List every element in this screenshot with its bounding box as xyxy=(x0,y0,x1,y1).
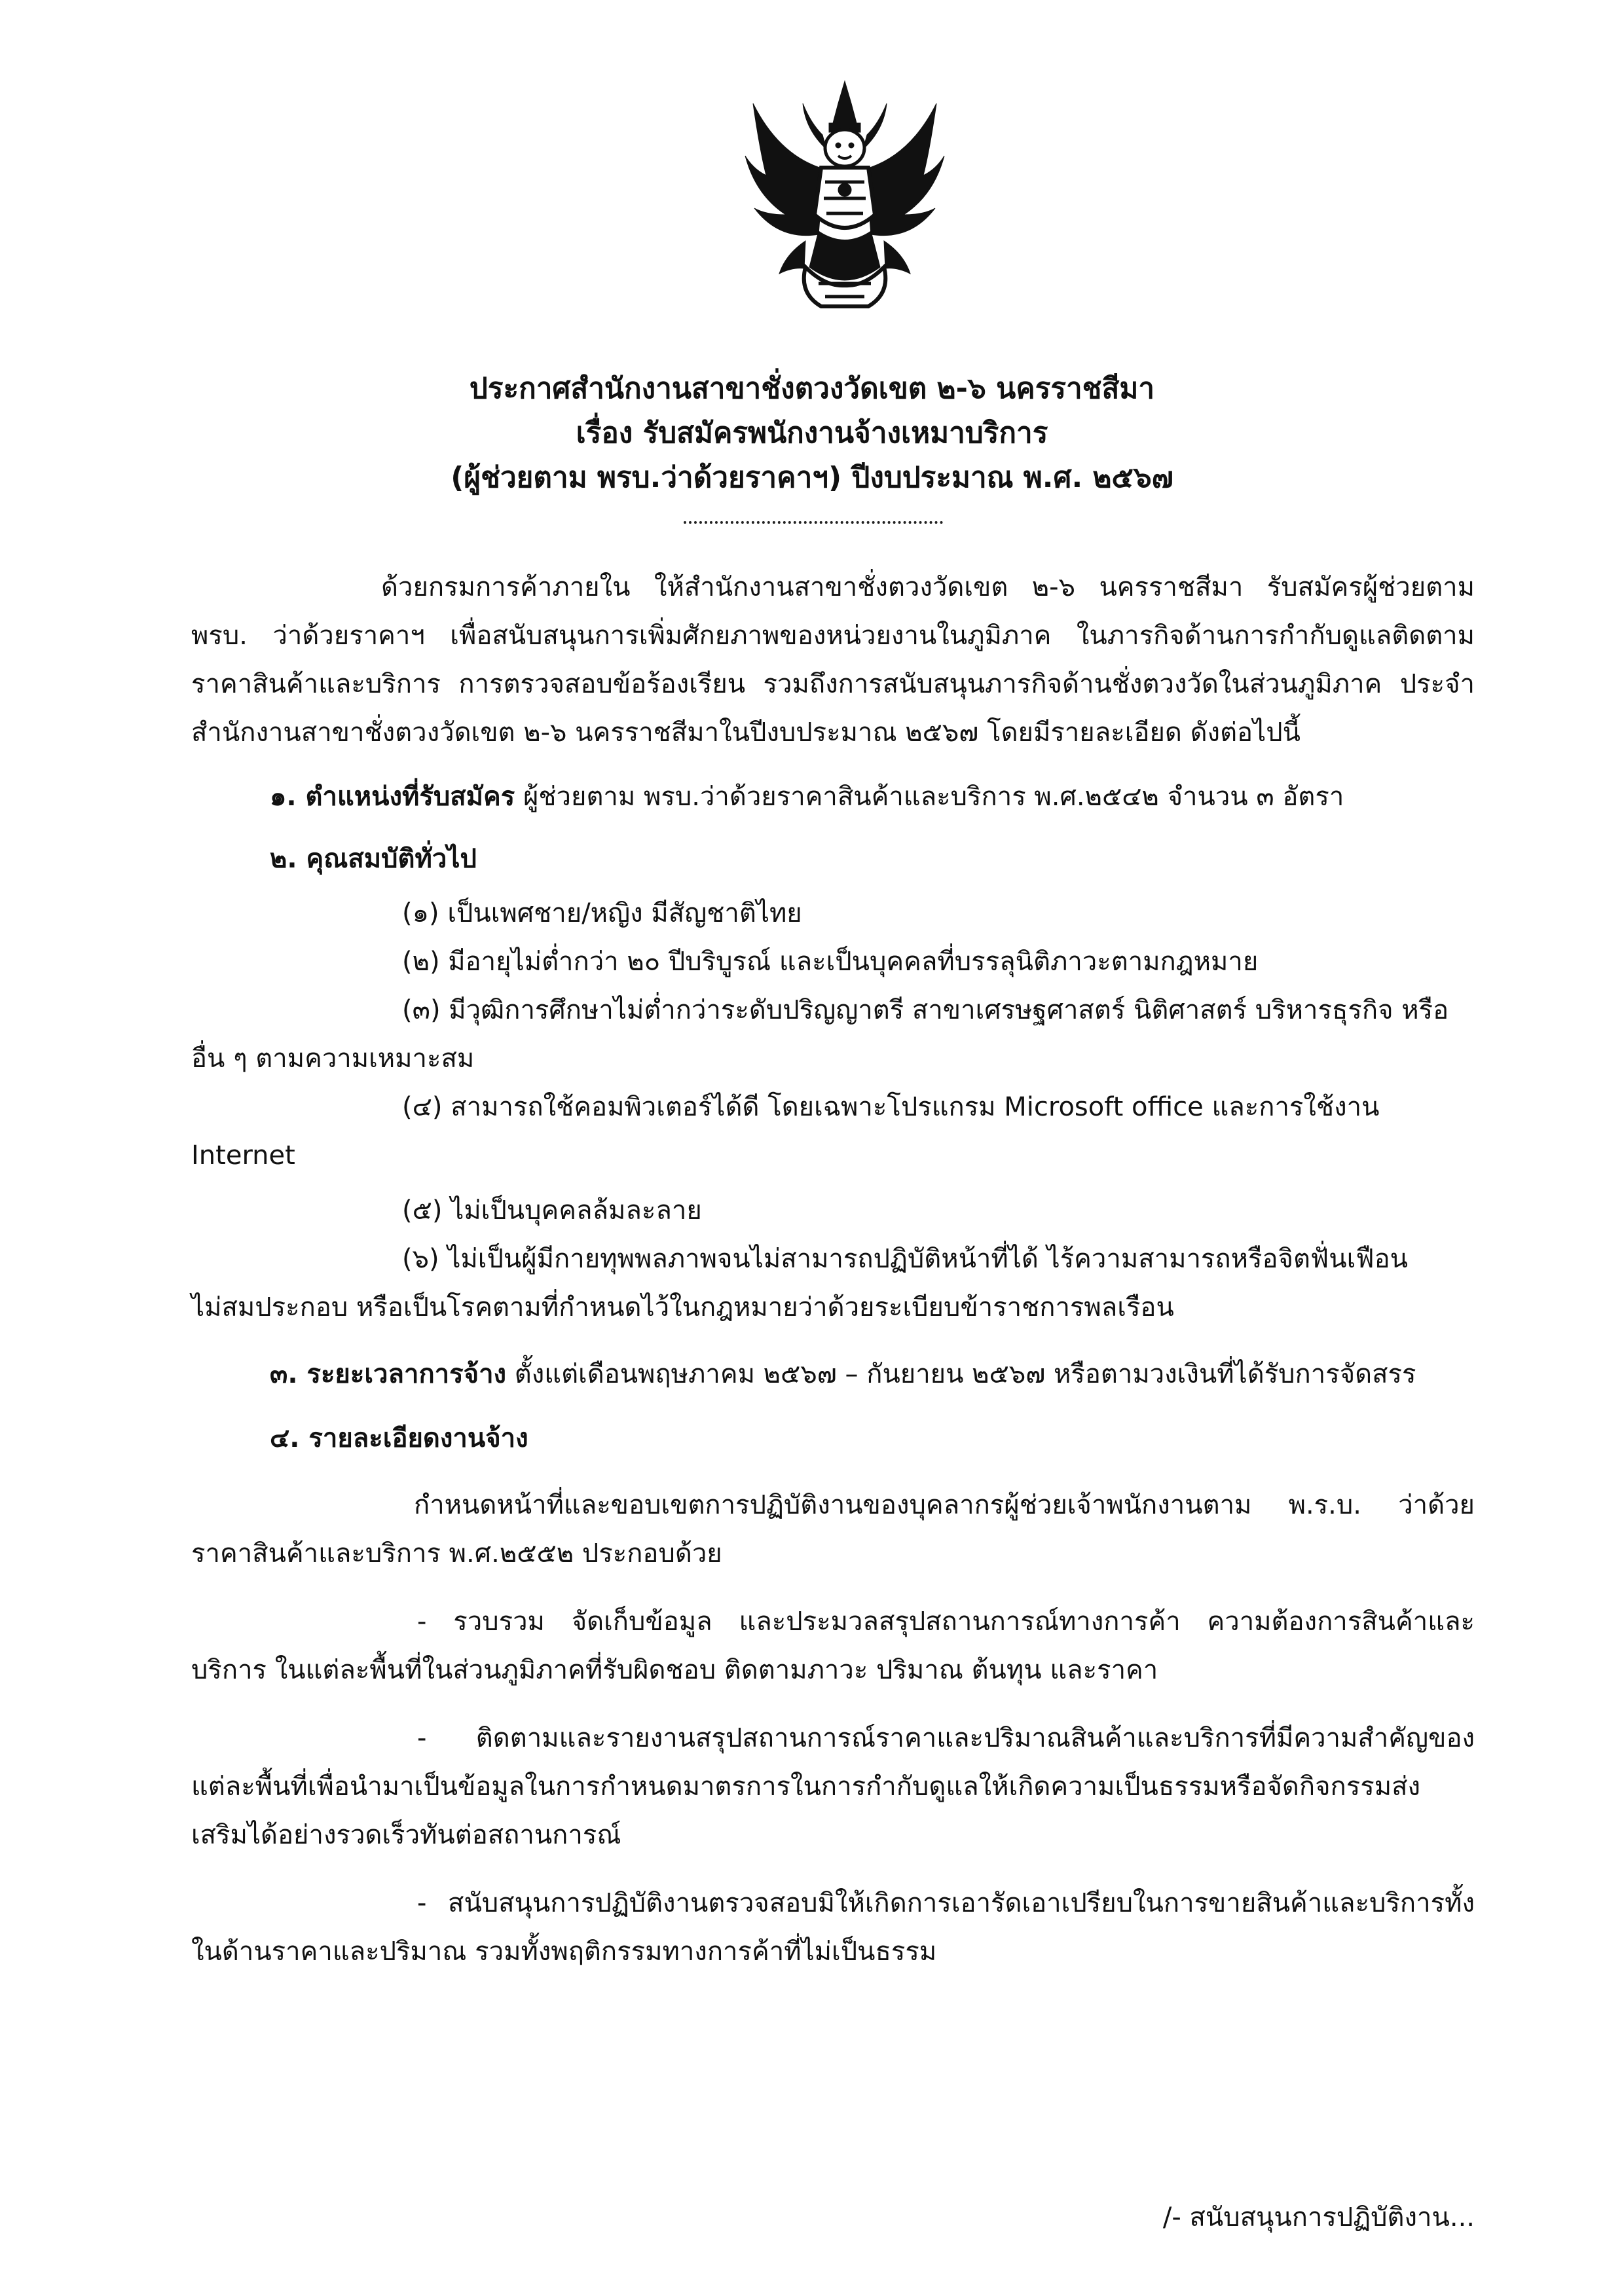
qualification-item: (๑) เป็นเพศชาย/หญิง มีสัญชาติไทย xyxy=(402,898,802,928)
qualification-item: (๖) ไม่เป็นผู้มีกายทุพพลภาพจนไม่สามารถปฏิบัติหน้าที่ได้ ไร้ความสามารถหรือจิตฟั่นเฟือน xyxy=(402,1244,1408,1274)
qualification-item: (๒) มีอายุไม่ต่ำกว่า ๒๐ ปีบริบูรณ์ และเป็นบุคคลที่บรรลุนิติภาวะตามกฎหมาย xyxy=(402,947,1259,977)
title-line-2: เรื่อง รับสมัครพนักงานจ้างเหมาบริการ xyxy=(576,416,1048,450)
section-1-text: ผู้ช่วยตาม พรบ.ว่าด้วยราคาสินค้าและบริการ พ.ศ.๒๕๔๒ จำนวน ๓ อัตรา xyxy=(515,782,1344,812)
section-3-heading: ๓. ระยะเวลาการจ้าง xyxy=(270,1359,507,1389)
duty-item: - รวบรวม จัดเก็บข้อมูล และประมวลสรุปสถานการณ์ทางการค้า ความต้องการสินค้าและบริการ ในแต่ละพื้นที่ในส่วนภูมิภาคที่รับผิดชอบ ติดตามภาวะ ปริมาณ ต้นทุน และราคา xyxy=(191,1607,1475,1685)
title-divider xyxy=(684,517,943,524)
section-1 xyxy=(270,773,1344,821)
section-1-heading: ๑. ตำแหน่งที่รับสมัคร xyxy=(270,782,515,812)
section-4-heading xyxy=(270,1414,528,1463)
garuda-emblem-icon xyxy=(740,77,950,313)
qualification-item-continued: Internet xyxy=(191,1140,295,1171)
qualification-item-continued: ไม่สมประกอบ หรือเป็นโรคตามที่กำหนดไว้ในกฎหมายว่าด้วยระเบียบข้าราชการพลเรือน xyxy=(191,1292,1174,1322)
intro-paragraph: ด้วยกรมการค้าภายใน ให้สำนักงานสาขาชั่งตวงวัดเขต ๒-๖ นครราชสีมา รับสมัครผู้ช่วยตาม พรบ. ว่าด้วยราคาฯ เพื่อสนับสนุนการเพิ่มศักยภาพของหน่วยงานในภูมิภาค ในภารกิจด้านการกำกับดูแลติดตามราคาสินค้าและบริการ การตรวจสอบข้อร้องเรียน รวมถึงการสนับสนุนภารกิจด้านชั่งตวงวัดในส่วนภูมิภาค ประจำสำนักงานสาขาชั่งตวงวัดเขต ๒-๖ นครราชสีมาในปีงบประมาณ ๒๕๖๗ โดยมีรายละเอียด ดังต่อไปนี้ xyxy=(191,572,1475,748)
qualification-item: (๕) ไม่เป็นบุคคลล้มละลาย xyxy=(402,1195,702,1226)
qualification-item-continued: อื่น ๆ ตามความเหมาะสม xyxy=(191,1044,475,1074)
announcement-title xyxy=(0,367,1624,500)
section-3-text: ตั้งแต่เดือนพฤษภาคม ๒๕๖๗ – กันยายน ๒๕๖๗ หรือตามวงเงินที่ได้รับการจัดสรร xyxy=(506,1359,1416,1389)
section-2-heading xyxy=(270,835,477,883)
section-4-heading-text: ๔. รายละเอียดงานจ้าง xyxy=(270,1423,528,1453)
section-3 xyxy=(270,1350,1416,1398)
section-4-lead: กำหนดหน้าที่และขอบเขตการปฏิบัติงานของบุคลากรผู้ช่วยเจ้าพนักงานตาม พ.ร.บ. ว่าด้วยราคาสินค้าและบริการ พ.ศ.๒๕๕๒ ประกอบด้วย xyxy=(191,1490,1475,1569)
page-continuation: /- สนับสนุนการปฏิบัติงาน... xyxy=(1162,2202,1475,2232)
qualification-item: (๓) มีวุฒิการศึกษาไม่ต่ำกว่าระดับปริญญาตรี สาขาเศรษฐศาสตร์ นิติศาสตร์ บริหารธุรกิจ หรือ xyxy=(402,995,1449,1025)
qualification-item: (๔) สามารถใช้คอมพิวเตอร์ได้ดี โดยเฉพาะโปรแกรม Microsoft office และการใช้งาน xyxy=(402,1092,1380,1122)
duty-item: - ติดตามและรายงานสรุปสถานการณ์ราคาและปริมาณสินค้าและบริการที่มีความสำคัญของแต่ละพื้นที่เพื่อนำมาเป็นข้อมูลในการกำหนดมาตรการในการกำกับดูแลให้เกิดความเป็นธรรมหรือจัดกิจกรรมส่งเสริมได้อย่างรวดเร็วทันต่อสถานการณ์ xyxy=(191,1723,1475,1850)
section-2-heading-text: ๒. คุณสมบัติทั่วไป xyxy=(270,844,477,874)
title-line-3: (ผู้ช่วยตาม พรบ.ว่าด้วยราคาฯ) ปีงบประมาณ พ.ศ. ๒๕๖๗ xyxy=(451,461,1173,494)
duty-item: - สนับสนุนการปฏิบัติงานตรวจสอบมิให้เกิดการเอารัดเอาเปรียบในการขายสินค้าและบริการทั้งในด้านราคาและปริมาณ รวมทั้งพฤติกรรมทางการค้าที่ไม่เป็นธรรม xyxy=(191,1888,1475,1967)
title-line-1: ประกาศสำนักงานสาขาชั่งตวงวัดเขต ๒-๖ นครราชสีมา xyxy=(469,372,1155,405)
